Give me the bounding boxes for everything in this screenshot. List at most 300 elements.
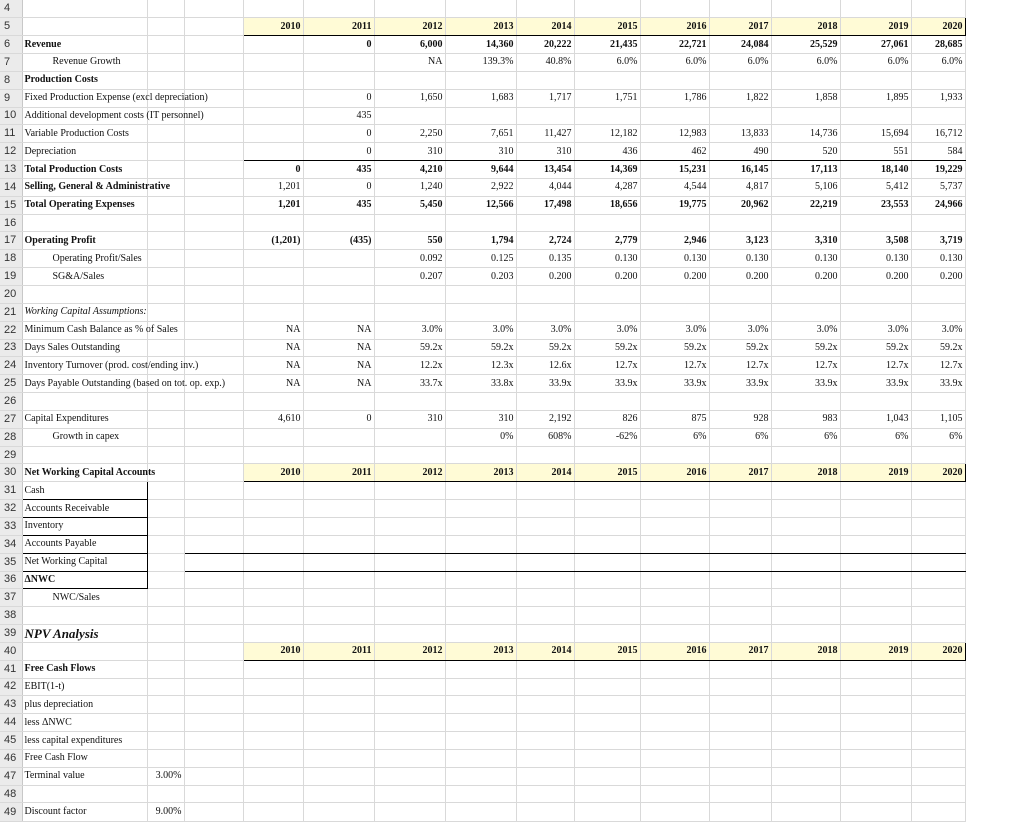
row-label-6[interactable]: Revenue — [22, 36, 147, 54]
row-label-12[interactable]: Depreciation — [22, 143, 147, 161]
cell-48-2017[interactable] — [709, 785, 771, 803]
cell-c-46[interactable] — [147, 749, 184, 767]
cell-27-2013[interactable]: 310 — [445, 410, 516, 428]
row-header-34[interactable]: 34 — [0, 535, 22, 553]
cell-32-2010[interactable] — [243, 500, 303, 518]
cell-37-2014[interactable] — [516, 589, 574, 607]
cell-d-26[interactable] — [184, 393, 243, 411]
cell-10-2020[interactable] — [911, 107, 965, 125]
cell-22-2013[interactable]: 3.0% — [445, 321, 516, 339]
cell-27-2016[interactable]: 875 — [640, 410, 709, 428]
cell-49-2017[interactable] — [709, 803, 771, 822]
cell-48-2015[interactable] — [574, 785, 640, 803]
cell-33-2017[interactable] — [709, 517, 771, 535]
cell-30-2016[interactable]: 2016 — [640, 464, 709, 482]
cell-40-2016[interactable]: 2016 — [640, 642, 709, 660]
cell-36-2020[interactable] — [911, 571, 965, 589]
cell-23-2013[interactable]: 59.2x — [445, 339, 516, 357]
cell-21-2018[interactable] — [771, 303, 840, 321]
cell-18-2015[interactable]: 0.130 — [574, 250, 640, 268]
cell-22-2015[interactable]: 3.0% — [574, 321, 640, 339]
cell-43-2015[interactable] — [574, 696, 640, 714]
cell-34-2012[interactable] — [374, 535, 445, 553]
row-header-33[interactable]: 33 — [0, 517, 22, 535]
cell-30-2019[interactable]: 2019 — [840, 464, 911, 482]
cell-30-2012[interactable]: 2012 — [374, 464, 445, 482]
row-label-16[interactable] — [22, 214, 147, 232]
cell-47-2011[interactable] — [303, 767, 374, 785]
cell-14-2014[interactable]: 4,044 — [516, 178, 574, 196]
cell-11-2015[interactable]: 12,182 — [574, 125, 640, 143]
cell-46-2016[interactable] — [640, 749, 709, 767]
cell-23-2016[interactable]: 59.2x — [640, 339, 709, 357]
cell-d-44[interactable] — [184, 714, 243, 732]
cell-13-2016[interactable]: 15,231 — [640, 161, 709, 179]
cell-c-15[interactable] — [147, 196, 184, 214]
cell-4-2013[interactable] — [445, 0, 516, 18]
cell-27-2019[interactable]: 1,043 — [840, 410, 911, 428]
cell-13-2017[interactable]: 16,145 — [709, 161, 771, 179]
cell-5-2011[interactable]: 2011 — [303, 18, 374, 36]
cell-20-2015[interactable] — [574, 286, 640, 304]
cell-d-11[interactable] — [184, 125, 243, 143]
cell-35-2013[interactable] — [445, 553, 516, 571]
cell-9-2015[interactable]: 1,751 — [574, 89, 640, 107]
cell-37-2016[interactable] — [640, 589, 709, 607]
row-header-6[interactable]: 6 — [0, 36, 22, 54]
cell-38-2015[interactable] — [574, 607, 640, 625]
row-header-41[interactable]: 41 — [0, 660, 22, 678]
cell-23-2015[interactable]: 59.2x — [574, 339, 640, 357]
cell-4-2014[interactable] — [516, 0, 574, 18]
cell-c-39[interactable] — [147, 625, 184, 643]
cell-39-2013[interactable] — [445, 625, 516, 643]
row-header-11[interactable]: 11 — [0, 125, 22, 143]
cell-11-2016[interactable]: 12,983 — [640, 125, 709, 143]
cell-21-2020[interactable] — [911, 303, 965, 321]
cell-d-30[interactable] — [184, 464, 243, 482]
cell-20-2011[interactable] — [303, 286, 374, 304]
cell-49-2014[interactable] — [516, 803, 574, 822]
cell-c-8[interactable] — [147, 71, 184, 89]
cell-27-2012[interactable]: 310 — [374, 410, 445, 428]
cell-6-2017[interactable]: 24,084 — [709, 36, 771, 54]
cell-27-2014[interactable]: 2,192 — [516, 410, 574, 428]
cell-4-2011[interactable] — [303, 0, 374, 18]
cell-c-11[interactable] — [147, 125, 184, 143]
row-header-14[interactable]: 14 — [0, 178, 22, 196]
cell-33-2014[interactable] — [516, 517, 574, 535]
cell-31-2016[interactable] — [640, 482, 709, 500]
row-header-25[interactable]: 25 — [0, 375, 22, 393]
cell-45-2019[interactable] — [840, 732, 911, 750]
cell-d-18[interactable] — [184, 250, 243, 268]
cell-d-27[interactable] — [184, 410, 243, 428]
row-header-43[interactable]: 43 — [0, 696, 22, 714]
cell-16-2010[interactable] — [243, 214, 303, 232]
cell-10-2016[interactable] — [640, 107, 709, 125]
cell-d-49[interactable] — [184, 803, 243, 822]
row-header-42[interactable]: 42 — [0, 678, 22, 696]
cell-18-2019[interactable]: 0.130 — [840, 250, 911, 268]
cell-48-2010[interactable] — [243, 785, 303, 803]
cell-4-2019[interactable] — [840, 0, 911, 18]
cell-c-7[interactable] — [147, 54, 184, 72]
cell-38-2016[interactable] — [640, 607, 709, 625]
cell-44-2017[interactable] — [709, 714, 771, 732]
cell-13-2014[interactable]: 13,454 — [516, 161, 574, 179]
cell-19-2013[interactable]: 0.203 — [445, 268, 516, 286]
cell-16-2015[interactable] — [574, 214, 640, 232]
cell-c-37[interactable] — [147, 589, 184, 607]
cell-18-2018[interactable]: 0.130 — [771, 250, 840, 268]
cell-d-15[interactable] — [184, 196, 243, 214]
cell-27-2017[interactable]: 928 — [709, 410, 771, 428]
cell-10-2015[interactable] — [574, 107, 640, 125]
cell-d-47[interactable] — [184, 767, 243, 785]
cell-31-2014[interactable] — [516, 482, 574, 500]
cell-d-48[interactable] — [184, 785, 243, 803]
cell-48-2020[interactable] — [911, 785, 965, 803]
cell-9-2014[interactable]: 1,717 — [516, 89, 574, 107]
cell-42-2017[interactable] — [709, 678, 771, 696]
cell-d-6[interactable] — [184, 36, 243, 54]
cell-d-16[interactable] — [184, 214, 243, 232]
cell-24-2011[interactable]: NA — [303, 357, 374, 375]
cell-39-2019[interactable] — [840, 625, 911, 643]
cell-30-2011[interactable]: 2011 — [303, 464, 374, 482]
cell-37-2020[interactable] — [911, 589, 965, 607]
cell-12-2018[interactable]: 520 — [771, 143, 840, 161]
row-label-44[interactable]: less ΔNWC — [22, 714, 147, 732]
cell-31-2020[interactable] — [911, 482, 965, 500]
cell-42-2013[interactable] — [445, 678, 516, 696]
cell-47-2014[interactable] — [516, 767, 574, 785]
cell-32-2011[interactable] — [303, 500, 374, 518]
cell-5-2020[interactable]: 2020 — [911, 18, 965, 36]
row-header-7[interactable]: 7 — [0, 54, 22, 72]
cell-7-2020[interactable]: 6.0% — [911, 54, 965, 72]
cell-c-21[interactable] — [147, 303, 184, 321]
cell-34-2019[interactable] — [840, 535, 911, 553]
cell-22-2018[interactable]: 3.0% — [771, 321, 840, 339]
cell-37-2012[interactable] — [374, 589, 445, 607]
cell-9-2011[interactable]: 0 — [303, 89, 374, 107]
cell-22-2016[interactable]: 3.0% — [640, 321, 709, 339]
cell-28-2018[interactable]: 6% — [771, 428, 840, 446]
row-header-26[interactable]: 26 — [0, 393, 22, 411]
cell-39-2012[interactable] — [374, 625, 445, 643]
row-header-23[interactable]: 23 — [0, 339, 22, 357]
cell-18-2013[interactable]: 0.125 — [445, 250, 516, 268]
cell-12-2016[interactable]: 462 — [640, 143, 709, 161]
cell-4-2017[interactable] — [709, 0, 771, 18]
row-header-13[interactable]: 13 — [0, 161, 22, 179]
cell-31-2018[interactable] — [771, 482, 840, 500]
cell-d-32[interactable] — [184, 500, 243, 518]
cell-46-2020[interactable] — [911, 749, 965, 767]
cell-39-2015[interactable] — [574, 625, 640, 643]
cell-c-17[interactable] — [147, 232, 184, 250]
row-label-13[interactable]: Total Production Costs — [22, 161, 147, 179]
cell-45-2018[interactable] — [771, 732, 840, 750]
cell-17-2013[interactable]: 1,794 — [445, 232, 516, 250]
cell-17-2011[interactable]: (435) — [303, 232, 374, 250]
cell-29-2015[interactable] — [574, 446, 640, 464]
cell-10-2014[interactable] — [516, 107, 574, 125]
cell-15-2011[interactable]: 435 — [303, 196, 374, 214]
row-header-20[interactable]: 20 — [0, 286, 22, 304]
row-label-41[interactable]: Free Cash Flows — [22, 660, 147, 678]
cell-5-2019[interactable]: 2019 — [840, 18, 911, 36]
cell-17-2010[interactable]: (1,201) — [243, 232, 303, 250]
cell-d-34[interactable] — [184, 535, 243, 553]
cell-39-2016[interactable] — [640, 625, 709, 643]
cell-32-2019[interactable] — [840, 500, 911, 518]
cell-35-2018[interactable] — [771, 553, 840, 571]
cell-10-2013[interactable] — [445, 107, 516, 125]
row-label-48[interactable] — [22, 785, 147, 803]
cell-34-2010[interactable] — [243, 535, 303, 553]
cell-40-2013[interactable]: 2013 — [445, 642, 516, 660]
cell-26-2015[interactable] — [574, 393, 640, 411]
cell-36-2014[interactable] — [516, 571, 574, 589]
cell-42-2011[interactable] — [303, 678, 374, 696]
cell-5-2018[interactable]: 2018 — [771, 18, 840, 36]
cell-17-2015[interactable]: 2,779 — [574, 232, 640, 250]
cell-28-2016[interactable]: 6% — [640, 428, 709, 446]
cell-42-2010[interactable] — [243, 678, 303, 696]
cell-9-2019[interactable]: 1,895 — [840, 89, 911, 107]
cell-15-2013[interactable]: 12,566 — [445, 196, 516, 214]
cell-d-8[interactable] — [184, 71, 243, 89]
cell-10-2019[interactable] — [840, 107, 911, 125]
cell-11-2010[interactable] — [243, 125, 303, 143]
cell-28-2015[interactable]: -62% — [574, 428, 640, 446]
cell-44-2010[interactable] — [243, 714, 303, 732]
row-label-23[interactable]: Days Sales Outstanding — [22, 339, 147, 357]
discount-rate-cell[interactable]: 9.00% — [147, 803, 184, 822]
cell-c-31[interactable] — [147, 482, 184, 500]
cell-c-16[interactable] — [147, 214, 184, 232]
cell-26-2014[interactable] — [516, 393, 574, 411]
cell-d-40[interactable] — [184, 642, 243, 660]
cell-15-2010[interactable]: 1,201 — [243, 196, 303, 214]
cell-46-2011[interactable] — [303, 749, 374, 767]
cell-29-2019[interactable] — [840, 446, 911, 464]
cell-36-2018[interactable] — [771, 571, 840, 589]
cell-d-36[interactable] — [184, 571, 243, 589]
cell-36-2011[interactable] — [303, 571, 374, 589]
cell-36-2017[interactable] — [709, 571, 771, 589]
row-label-47[interactable]: Terminal value — [22, 767, 147, 785]
cell-45-2017[interactable] — [709, 732, 771, 750]
cell-22-2019[interactable]: 3.0% — [840, 321, 911, 339]
cell-41-2018[interactable] — [771, 660, 840, 678]
row-header-4[interactable]: 4 — [0, 0, 22, 18]
row-header-29[interactable]: 29 — [0, 446, 22, 464]
cell-19-2010[interactable] — [243, 268, 303, 286]
cell-19-2020[interactable]: 0.200 — [911, 268, 965, 286]
cell-36-2016[interactable] — [640, 571, 709, 589]
cell-22-2010[interactable]: NA — [243, 321, 303, 339]
cell-47-2017[interactable] — [709, 767, 771, 785]
cell-5-2012[interactable]: 2012 — [374, 18, 445, 36]
row-header-19[interactable]: 19 — [0, 268, 22, 286]
cell-40-2017[interactable]: 2017 — [709, 642, 771, 660]
cell-6-2016[interactable]: 22,721 — [640, 36, 709, 54]
cell-28-2017[interactable]: 6% — [709, 428, 771, 446]
cell-d-33[interactable] — [184, 517, 243, 535]
cell-26-2010[interactable] — [243, 393, 303, 411]
cell-28-2011[interactable] — [303, 428, 374, 446]
cell-6-2011[interactable]: 0 — [303, 36, 374, 54]
cell-35-2010[interactable] — [243, 553, 303, 571]
cell-22-2017[interactable]: 3.0% — [709, 321, 771, 339]
row-label-43[interactable]: plus depreciation — [22, 696, 147, 714]
cell-d-19[interactable] — [184, 268, 243, 286]
cell-14-2020[interactable]: 5,737 — [911, 178, 965, 196]
cell-26-2020[interactable] — [911, 393, 965, 411]
cell-35-2012[interactable] — [374, 553, 445, 571]
cell-34-2013[interactable] — [445, 535, 516, 553]
cell-24-2020[interactable]: 12.7x — [911, 357, 965, 375]
cell-25-2015[interactable]: 33.9x — [574, 375, 640, 393]
cell-19-2018[interactable]: 0.200 — [771, 268, 840, 286]
cell-49-2016[interactable] — [640, 803, 709, 822]
cell-37-2013[interactable] — [445, 589, 516, 607]
cell-d-31[interactable] — [184, 482, 243, 500]
cell-43-2010[interactable] — [243, 696, 303, 714]
cell-5-2014[interactable]: 2014 — [516, 18, 574, 36]
cell-8-2018[interactable] — [771, 71, 840, 89]
row-label-15[interactable]: Total Operating Expenses — [22, 196, 147, 214]
row-label-39[interactable]: NPV Analysis — [22, 625, 147, 643]
cell-25-2012[interactable]: 33.7x — [374, 375, 445, 393]
cell-30-2010[interactable]: 2010 — [243, 464, 303, 482]
cell-15-2012[interactable]: 5,450 — [374, 196, 445, 214]
cell-35-2016[interactable] — [640, 553, 709, 571]
cell-15-2016[interactable]: 19,775 — [640, 196, 709, 214]
cell-14-2019[interactable]: 5,412 — [840, 178, 911, 196]
row-label-20[interactable] — [22, 286, 147, 304]
cell-47-2019[interactable] — [840, 767, 911, 785]
cell-28-2013[interactable]: 0% — [445, 428, 516, 446]
cell-d-14[interactable] — [184, 178, 243, 196]
cell-7-2019[interactable]: 6.0% — [840, 54, 911, 72]
cell-6-2013[interactable]: 14,360 — [445, 36, 516, 54]
cell-23-2019[interactable]: 59.2x — [840, 339, 911, 357]
cell-18-2020[interactable]: 0.130 — [911, 250, 965, 268]
cell-46-2012[interactable] — [374, 749, 445, 767]
cell-12-2011[interactable]: 0 — [303, 143, 374, 161]
cell-13-2013[interactable]: 9,644 — [445, 161, 516, 179]
cell-43-2012[interactable] — [374, 696, 445, 714]
cell-31-2019[interactable] — [840, 482, 911, 500]
cell-25-2014[interactable]: 33.9x — [516, 375, 574, 393]
cell-35-2019[interactable] — [840, 553, 911, 571]
cell-d-5[interactable] — [184, 18, 243, 36]
cell-21-2017[interactable] — [709, 303, 771, 321]
cell-24-2015[interactable]: 12.7x — [574, 357, 640, 375]
cell-20-2020[interactable] — [911, 286, 965, 304]
row-label-9[interactable]: Fixed Production Expense (excl depreciation) — [22, 89, 147, 107]
cell-45-2015[interactable] — [574, 732, 640, 750]
row-header-21[interactable]: 21 — [0, 303, 22, 321]
cell-14-2017[interactable]: 4,817 — [709, 178, 771, 196]
cell-32-2018[interactable] — [771, 500, 840, 518]
row-label-45[interactable]: less capital expenditures — [22, 732, 147, 750]
cell-23-2017[interactable]: 59.2x — [709, 339, 771, 357]
cell-d-4[interactable] — [184, 0, 243, 18]
cell-9-2013[interactable]: 1,683 — [445, 89, 516, 107]
cell-4-2012[interactable] — [374, 0, 445, 18]
row-label-18[interactable]: Operating Profit/Sales — [22, 250, 147, 268]
cell-12-2013[interactable]: 310 — [445, 143, 516, 161]
cell-12-2019[interactable]: 551 — [840, 143, 911, 161]
cell-23-2020[interactable]: 59.2x — [911, 339, 965, 357]
cell-12-2010[interactable] — [243, 143, 303, 161]
cell-11-2013[interactable]: 7,651 — [445, 125, 516, 143]
cell-8-2020[interactable] — [911, 71, 965, 89]
cell-24-2018[interactable]: 12.7x — [771, 357, 840, 375]
cell-35-2011[interactable] — [303, 553, 374, 571]
cell-48-2012[interactable] — [374, 785, 445, 803]
cell-24-2010[interactable]: NA — [243, 357, 303, 375]
cell-d-35[interactable] — [184, 553, 243, 571]
cell-45-2016[interactable] — [640, 732, 709, 750]
cell-17-2018[interactable]: 3,310 — [771, 232, 840, 250]
cell-c-48[interactable] — [147, 785, 184, 803]
row-header-17[interactable]: 17 — [0, 232, 22, 250]
cell-40-2011[interactable]: 2011 — [303, 642, 374, 660]
cell-26-2018[interactable] — [771, 393, 840, 411]
cell-27-2018[interactable]: 983 — [771, 410, 840, 428]
cell-34-2020[interactable] — [911, 535, 965, 553]
row-label-22[interactable]: Minimum Cash Balance as % of Sales — [22, 321, 147, 339]
cell-45-2013[interactable] — [445, 732, 516, 750]
cell-42-2019[interactable] — [840, 678, 911, 696]
cell-18-2017[interactable]: 0.130 — [709, 250, 771, 268]
cell-c-12[interactable] — [147, 143, 184, 161]
cell-d-45[interactable] — [184, 732, 243, 750]
cell-28-2019[interactable]: 6% — [840, 428, 911, 446]
row-header-22[interactable]: 22 — [0, 321, 22, 339]
cell-d-23[interactable] — [184, 339, 243, 357]
cell-c-18[interactable] — [147, 250, 184, 268]
cell-25-2010[interactable]: NA — [243, 375, 303, 393]
cell-43-2017[interactable] — [709, 696, 771, 714]
cell-43-2016[interactable] — [640, 696, 709, 714]
cell-33-2012[interactable] — [374, 517, 445, 535]
row-header-37[interactable]: 37 — [0, 589, 22, 607]
cell-33-2010[interactable] — [243, 517, 303, 535]
cell-32-2017[interactable] — [709, 500, 771, 518]
cell-14-2012[interactable]: 1,240 — [374, 178, 445, 196]
cell-c-5[interactable] — [147, 18, 184, 36]
cell-37-2019[interactable] — [840, 589, 911, 607]
cell-24-2019[interactable]: 12.7x — [840, 357, 911, 375]
cell-d-21[interactable] — [184, 303, 243, 321]
cell-5-2015[interactable]: 2015 — [574, 18, 640, 36]
row-header-38[interactable]: 38 — [0, 607, 22, 625]
cell-7-2017[interactable]: 6.0% — [709, 54, 771, 72]
cell-37-2015[interactable] — [574, 589, 640, 607]
cell-21-2015[interactable] — [574, 303, 640, 321]
cell-31-2010[interactable] — [243, 482, 303, 500]
cell-9-2017[interactable]: 1,822 — [709, 89, 771, 107]
cell-25-2013[interactable]: 33.8x — [445, 375, 516, 393]
